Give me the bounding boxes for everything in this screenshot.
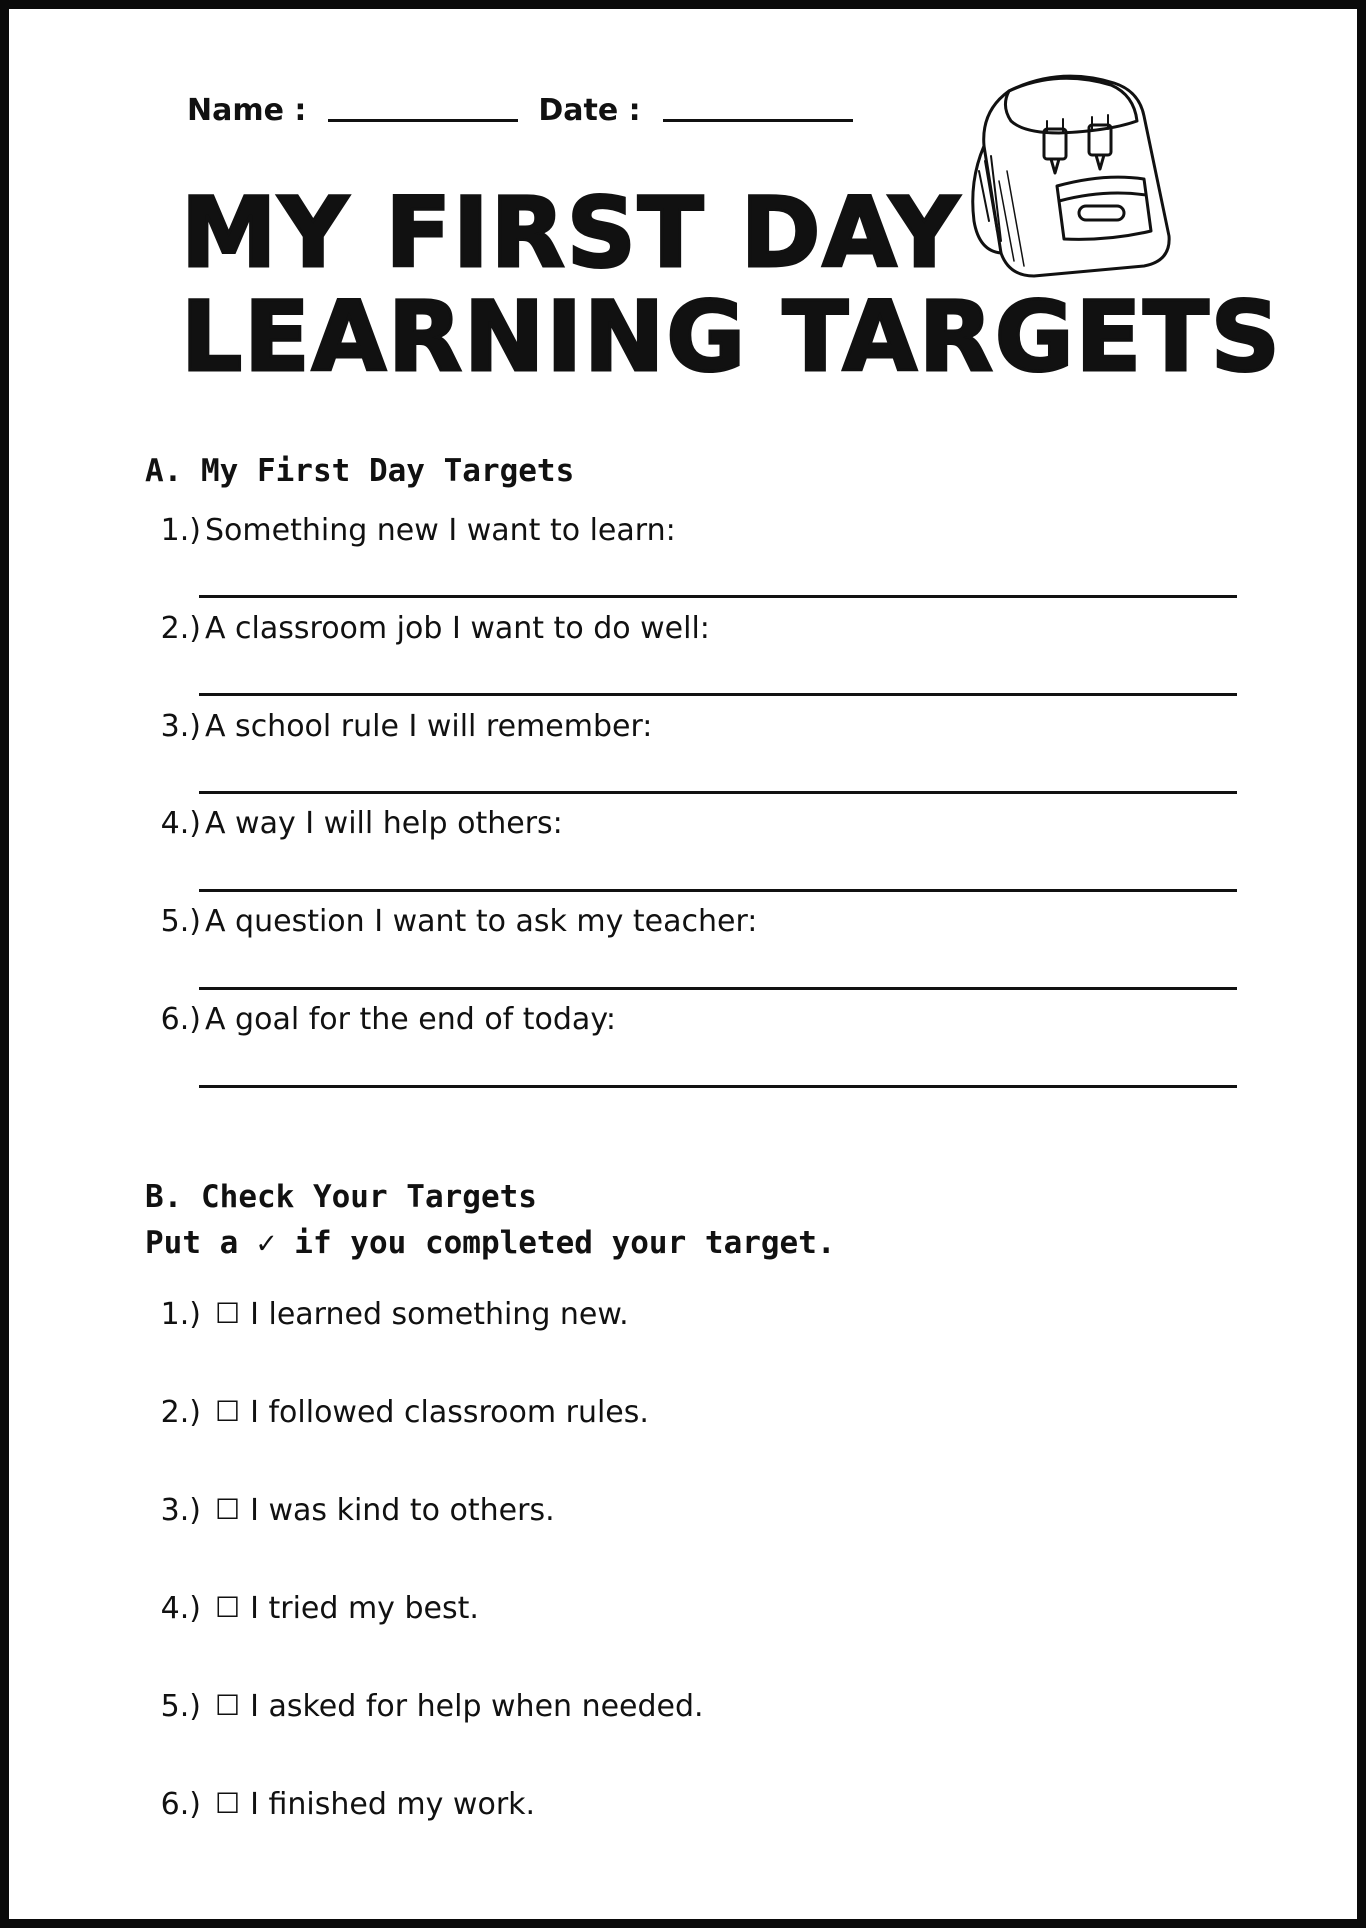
name-date-row [187, 93, 873, 128]
section-a-title: A. My First Day Targets [145, 453, 575, 489]
backpack-icon [939, 61, 1179, 281]
checklist-item-6 [145, 1787, 535, 1822]
checkbox-icon[interactable]: ☐ [215, 1689, 241, 1722]
item-prompt: A classroom job I want to do well: [205, 611, 710, 646]
answer-line-1[interactable] [199, 595, 1237, 598]
checkbox-icon[interactable]: ☐ [215, 1297, 241, 1330]
checklist-item-4 [145, 1591, 479, 1626]
item-prompt: A goal for the end of today: [205, 1002, 616, 1037]
section-a-item-3 [145, 709, 652, 744]
answer-line-4[interactable] [199, 889, 1237, 892]
item-number: 2.) [160, 1395, 201, 1430]
item-number: 4.) [160, 1591, 201, 1626]
checklist-text: I tried my best. [250, 1591, 479, 1626]
section-a-item-1 [145, 513, 676, 548]
checklist-item-3 [145, 1493, 555, 1528]
item-number: 1.) [160, 513, 201, 548]
item-prompt: A question I want to ask my teacher: [205, 904, 758, 939]
name-blank-line[interactable] [328, 119, 518, 122]
item-number: 5.) [160, 904, 201, 939]
title-line-2: LEARNING TARGETS [181, 281, 1282, 393]
checkbox-icon[interactable]: ☐ [215, 1493, 241, 1526]
item-prompt: Something new I want to learn: [205, 513, 676, 548]
item-number: 6.) [160, 1787, 201, 1822]
item-prompt: A way I will help others: [205, 806, 563, 841]
checkbox-icon[interactable]: ☐ [215, 1591, 241, 1624]
checkbox-icon[interactable]: ☐ [215, 1395, 241, 1428]
item-number: 1.) [160, 1297, 201, 1332]
section-a-item-2 [145, 611, 710, 646]
section-b-title: B. Check Your Targets [145, 1179, 537, 1215]
checklist-text: I finished my work. [250, 1787, 536, 1822]
checklist-item-1 [145, 1297, 629, 1332]
item-number: 3.) [160, 709, 201, 744]
checklist-text: I followed classroom rules. [250, 1395, 649, 1430]
checklist-item-5 [145, 1689, 704, 1724]
answer-line-2[interactable] [199, 693, 1237, 696]
section-a-item-5 [145, 904, 757, 939]
date-label: Date : [538, 93, 641, 128]
checklist-text: I learned something new. [250, 1297, 629, 1332]
item-number: 2.) [160, 611, 201, 646]
answer-line-6[interactable] [199, 1085, 1237, 1088]
checklist-item-2 [145, 1395, 649, 1430]
section-b-instruction: Put a ✓ if you completed your target. [145, 1225, 836, 1261]
answer-line-3[interactable] [199, 791, 1237, 794]
name-label: Name : [187, 93, 307, 128]
section-a-item-6 [145, 1002, 616, 1037]
item-number: 5.) [160, 1689, 201, 1724]
item-number: 6.) [160, 1002, 201, 1037]
checkbox-icon[interactable]: ☐ [215, 1787, 241, 1820]
item-number: 3.) [160, 1493, 201, 1528]
title-line-1: MY FIRST DAY [181, 177, 962, 289]
answer-line-5[interactable] [199, 987, 1237, 990]
checklist-text: I asked for help when needed. [250, 1689, 704, 1724]
date-blank-line[interactable] [663, 119, 853, 122]
checklist-text: I was kind to others. [250, 1493, 555, 1528]
section-a-item-4 [145, 806, 563, 841]
item-prompt: A school rule I will remember: [205, 709, 653, 744]
item-number: 4.) [160, 806, 201, 841]
